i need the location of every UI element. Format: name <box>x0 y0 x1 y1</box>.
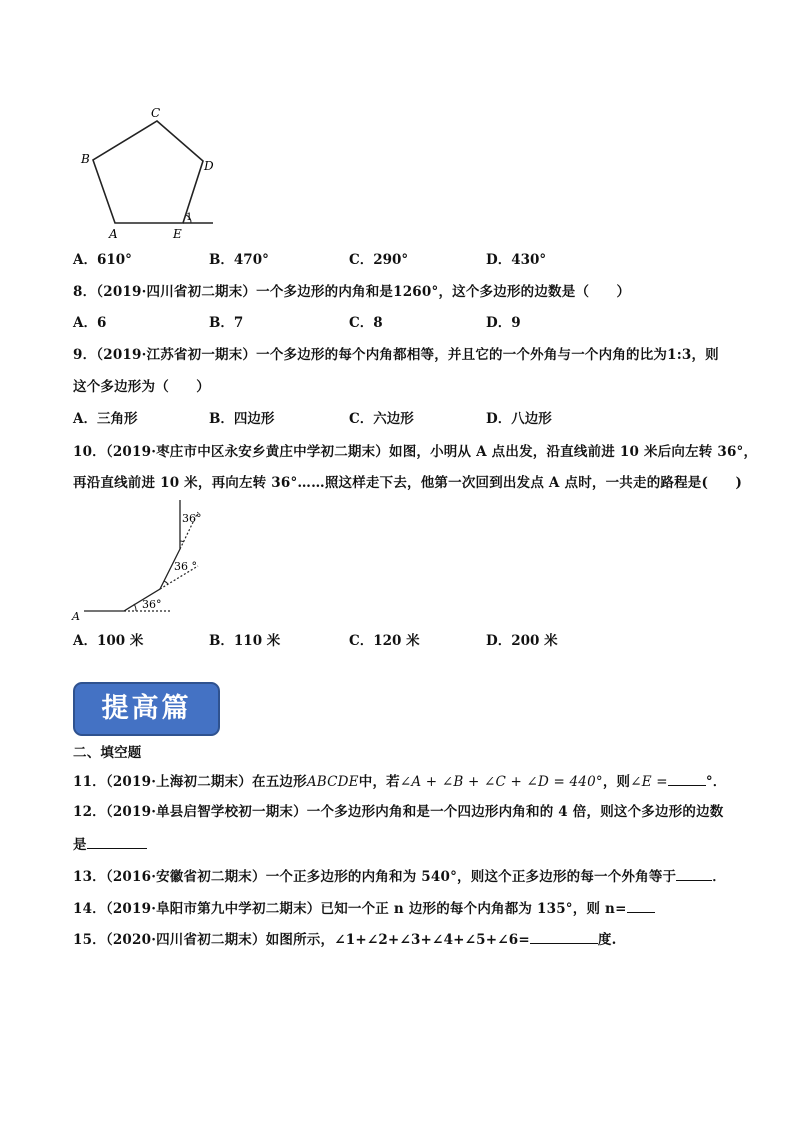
q12-answer-blank[interactable] <box>87 834 147 849</box>
q7-options <box>73 251 693 269</box>
q11-formula: ∠A + ∠B + ∠C + ∠D = 440° <box>399 774 603 790</box>
section-banner: 提高篇 <box>73 682 220 736</box>
q13-text: 13．（2016·安徽省初二期末）一个正多边形的内角和为 540°，则这个正多边形的每一个外角等于 <box>73 869 677 885</box>
q14-answer-blank[interactable] <box>627 898 655 913</box>
label-d: D <box>204 159 214 173</box>
q8-option-d[interactable]: D．9 <box>486 315 521 331</box>
angle-label-1: 36° <box>142 598 162 611</box>
q10-options <box>73 632 693 650</box>
q10-option-c[interactable]: C．120 米 <box>349 633 420 649</box>
label-c: C <box>151 106 161 120</box>
q11-after: ，则 <box>602 774 631 790</box>
q15-suffix: 度. <box>597 932 617 948</box>
q11-answer-blank[interactable] <box>668 771 706 786</box>
q9-options <box>73 410 693 428</box>
q8-options <box>73 314 693 332</box>
pentagon-shape <box>93 121 203 223</box>
label-angle-1: 1 <box>186 212 193 223</box>
q10-question-line1: 10．（2019·枣庄市中区永安乡黄庄中学初二期末）如图，小明从 A 点出发，沿直线前进 10 米后向左转 36°， <box>73 444 758 460</box>
q9-option-a[interactable]: A．三角形 <box>73 411 138 427</box>
q13-answer-blank[interactable] <box>676 866 712 881</box>
q11-middle: 中，若 <box>358 774 400 790</box>
q7-option-c[interactable]: C．290° <box>349 252 409 268</box>
q13-question <box>73 866 726 886</box>
walk-path-figure <box>70 500 210 625</box>
q7-option-b[interactable]: B．470° <box>209 252 269 268</box>
q10-option-a[interactable]: A．100 米 <box>73 633 144 649</box>
q10-option-d[interactable]: D．200 米 <box>486 633 558 649</box>
q12-line2-text: 是 <box>73 837 87 853</box>
q14-question <box>73 898 655 918</box>
angle-arc-2 <box>164 581 168 584</box>
q8-option-b[interactable]: B．7 <box>209 315 244 331</box>
label-start-a: A <box>72 610 80 623</box>
q9-option-b[interactable]: B．四边形 <box>209 411 275 427</box>
q11-target: ∠E = <box>630 774 668 790</box>
q10-option-b[interactable]: B．110 米 <box>209 633 281 649</box>
q7-option-d[interactable]: D．430° <box>486 252 547 268</box>
angle-label-2: 36 ° <box>174 560 197 573</box>
label-e: E <box>173 227 182 241</box>
q15-answer-blank[interactable] <box>530 929 598 944</box>
q12-question-line1: 12．（2019·单县启智学校初一期末）一个多边形内角和是一个四边形内角和的 4 倍，则这个多边形的边数 <box>73 804 724 820</box>
q9-option-d[interactable]: D．八边形 <box>486 411 552 427</box>
q9-option-c[interactable]: C．六边形 <box>349 411 414 427</box>
label-a: A <box>109 227 118 241</box>
pentagon-figure <box>75 102 225 242</box>
label-b: B <box>81 152 90 166</box>
q14-text: 14．（2019·阜阳市第九中学初二期末）已知一个正 n 边形的每个内角都为 135°，则 n= <box>73 901 627 917</box>
section-heading: 二、填空题 <box>73 745 142 761</box>
q8-option-c[interactable]: C．8 <box>349 315 383 331</box>
q12-question-line2 <box>73 834 147 854</box>
angle-label-3: 36° <box>182 512 202 525</box>
q11-question <box>73 771 726 791</box>
q9-question-line2: 这个多边形为（ ） <box>73 379 210 395</box>
q11-suffix: °． <box>705 774 727 790</box>
q11-shape-name: ABCDE <box>306 774 359 790</box>
q15-text: 15．（2020·四川省初二期末）如图所示，∠1+∠2+∠3+∠4+∠5+∠6= <box>73 932 530 948</box>
q7-option-a[interactable]: A．610° <box>73 252 132 268</box>
q8-question: 8．（2019·四川省初二期末）一个多边形的内角和是1260°，这个多边形的边数是（ ） <box>73 284 631 300</box>
angle-arc-1 <box>134 604 136 611</box>
q10-question-line2: 再沿直线前进 10 米，再向左转 36°……照这样走下去，他第一次回到出发点 A 点时，一共走的路程是( ) <box>73 475 743 491</box>
walk-path <box>84 500 180 611</box>
q15-question <box>73 929 617 949</box>
q11-prefix: 11．（2019·上海初二期末）在五边形 <box>73 774 307 790</box>
q9-question-line1: 9．（2019·江苏省初一期末）一个多边形的每个内角都相等，并且它的一个外角与一个内角的比为1:3，则 <box>73 347 719 363</box>
q8-option-a[interactable]: A．6 <box>73 315 107 331</box>
q13-suffix: ． <box>712 869 726 885</box>
